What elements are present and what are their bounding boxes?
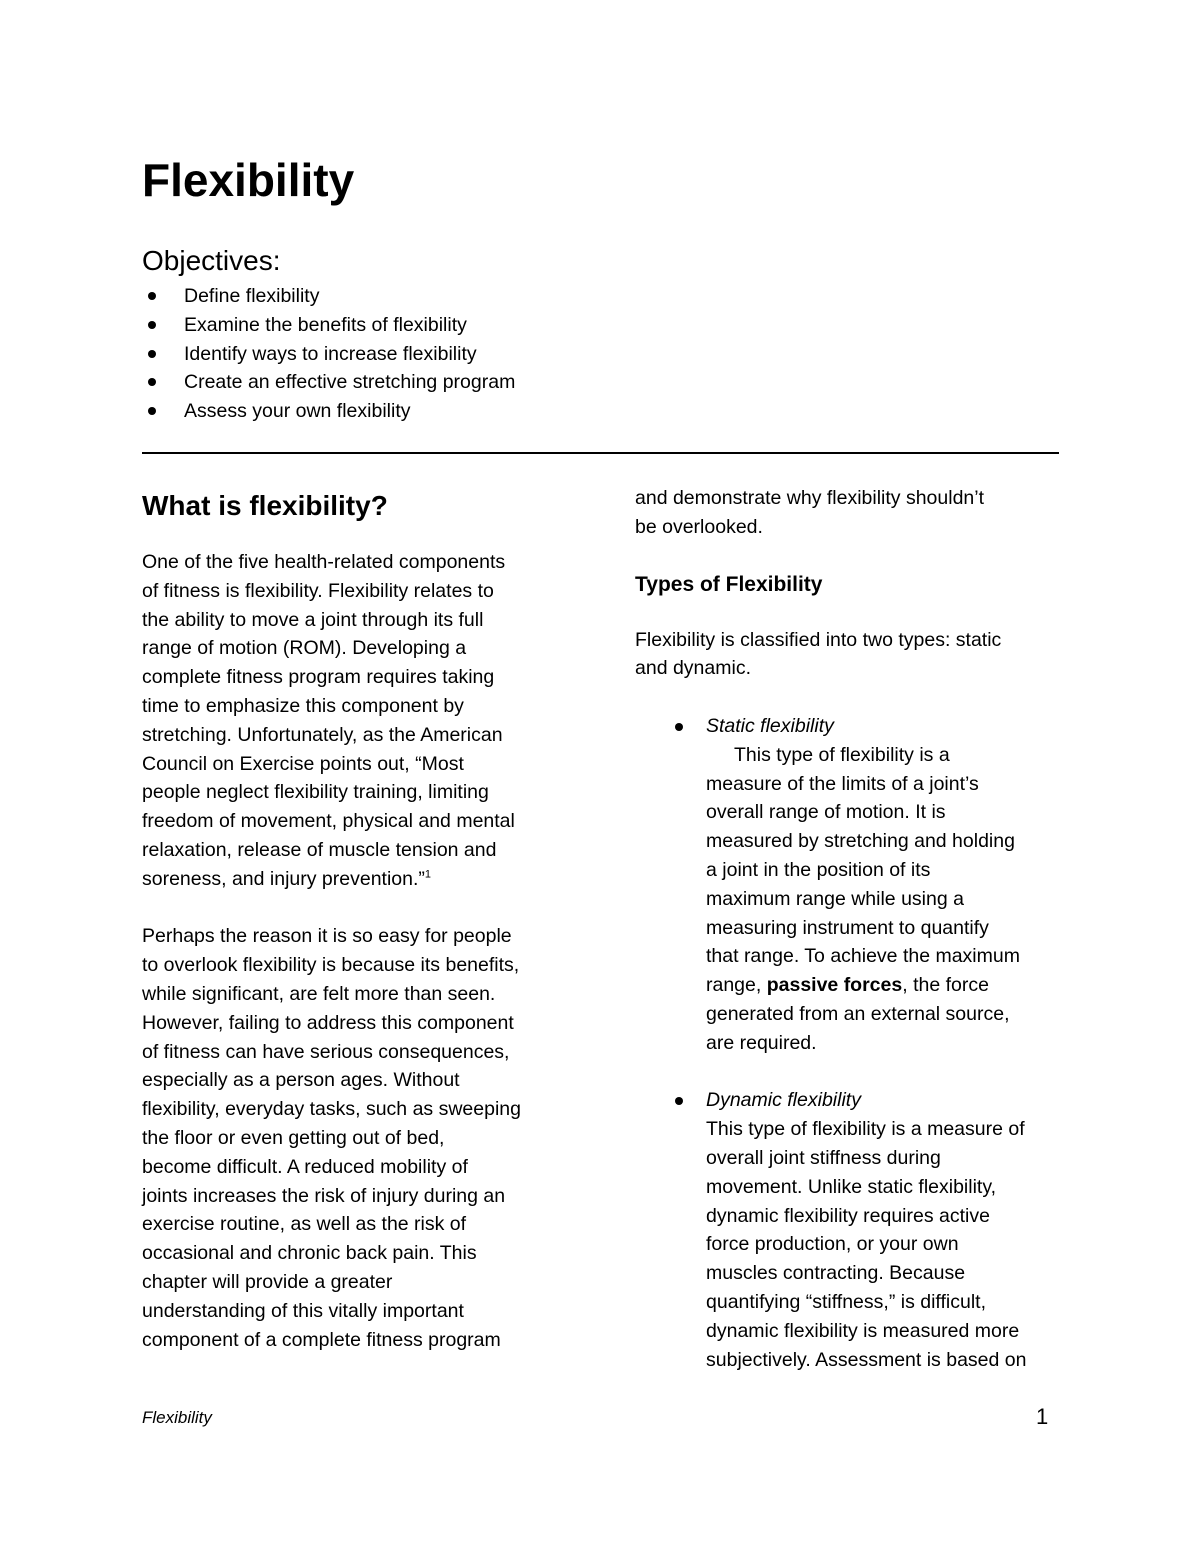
paragraph-line: measured by stretching and holding [706,830,1015,853]
paragraph-line: are required. [706,1031,817,1054]
paragraph-line: occasional and chronic back pain. This [142,1242,477,1265]
paragraph-line: maximum range while using a [706,887,964,910]
paragraph-line: especially as a person ages. Without [142,1069,460,1092]
paragraph-line: measuring instrument to quantify [706,916,989,939]
paragraph-line: movement. Unlike static flexibility, [706,1175,997,1198]
paragraph-line: range, passive forces, the force [706,974,989,997]
paragraph-line: This type of flexibility is a [734,743,950,766]
intro-paragraph [142,548,582,894]
objective-item: Assess your own flexibility [142,397,515,426]
types-intro [635,626,1075,684]
paragraph-line: exercise routine, as well as the risk of [142,1213,467,1236]
dynamic-flexibility-item [635,1086,1075,1374]
paragraph-line: a joint in the position of its [706,858,931,881]
paragraph-line: that range. To achieve the maximum [706,945,1020,968]
paragraph-line: become difficult. A reduced mobility of [142,1155,468,1178]
paragraph-line: range of motion (ROM). Developing a [142,637,467,660]
objective-item: Examine the benefits of flexibility [142,311,515,340]
right-column [635,484,1075,1374]
paragraph-line: Perhaps the reason it is so easy for people [142,925,512,948]
footnote-reference[interactable]: 1 [424,868,432,881]
bullet-icon [148,292,156,300]
paragraph-line: muscles contracting. Because [706,1262,966,1285]
footer-running-title: Flexibility [142,1408,212,1427]
paragraph-line: quantifying “stiffness,” is difficult, [706,1290,986,1313]
paragraph-line: dynamic flexibility is measured more [706,1319,1020,1342]
paragraph-line: This type of flexibility is a measure of [706,1118,1025,1141]
paragraph-line: soreness, and injury prevention.”$^1$ [142,867,432,890]
paragraph-line: and dynamic. [635,657,751,680]
paragraph-line: complete fitness program requires taking [142,666,495,689]
type-name: Static flexibility [706,714,834,737]
paragraph-line: One of the five health-related components [142,551,506,573]
objective-item: Create an effective stretching program [142,368,515,397]
bullet-icon [148,321,156,329]
bullet-icon [148,350,156,358]
passive-forces-term: passive forces [766,974,903,997]
paragraph-line: of fitness is flexibility. Flexibility relates to [142,579,494,602]
continuation-paragraph [635,484,1075,542]
paragraph-line: people neglect flexibility training, limiting [142,781,489,804]
paragraph-line: be overlooked. [635,515,763,538]
paragraph-line: generated from an external source, [706,1002,1010,1025]
objectives-heading: Objectives: [142,245,281,276]
paragraph-line: Council on Exercise points out, “Most [142,752,464,775]
paragraph-line: freedom of movement, physical and mental [142,810,515,833]
paragraph-line: dynamic flexibility requires active [706,1204,990,1227]
paragraph-line: overall range of motion. It is [706,801,946,824]
paragraph-line: the floor or even getting out of bed, [142,1126,445,1149]
paragraph-line: understanding of this vitally important [142,1299,464,1322]
paragraph-line: Flexibility is classified into two types: static [635,628,1002,651]
bullet-icon [148,378,156,386]
paragraph-line: and demonstrate why flexibility shouldn’t [635,487,985,509]
bullet-icon [675,1097,683,1105]
paragraph-line: joints increases the risk of injury during an [142,1184,506,1207]
objective-item: Identify ways to increase flexibility [142,340,515,369]
bullet-icon [675,723,683,731]
paragraph-line: chapter will provide a greater [142,1270,393,1293]
paragraph-line: force production, or your own [706,1233,959,1256]
static-definition [706,741,1075,1058]
objective-item: Define flexibility [142,282,515,311]
paragraph-line: stretching. Unfortunately, as the American [142,723,503,746]
section-title: What is flexibility? [142,490,388,521]
paragraph-line: relaxation, release of muscle tension and [142,838,497,861]
document-title: Flexibility [142,154,355,206]
paragraph-line: the ability to move a joint through its full [142,608,484,631]
paragraph-line: measure of the limits of a joint’s [706,772,979,795]
paragraph-line: subjectively. Assessment is based on [706,1348,1027,1371]
paragraph-line: flexibility, everyday tasks, such as sweeping [142,1098,521,1121]
benefits-paragraph [142,922,582,1354]
section-divider [142,452,1059,454]
types-list [635,712,1075,1374]
type-name: Dynamic flexibility [706,1089,861,1112]
dynamic-definition [706,1115,1075,1374]
paragraph-line: However, failing to address this component [142,1011,514,1034]
paragraph-line: while significant, are felt more than seen. [142,982,496,1005]
objectives-list [142,282,515,426]
paragraph-line: time to emphasize this component by [142,694,464,717]
footer-page-number: 1 [1036,1404,1049,1429]
paragraph-line: component of a complete fitness program [142,1328,501,1351]
paragraph-line: to overlook flexibility is because its benefits, [142,954,520,977]
left-column [142,486,582,1354]
bullet-icon [148,407,156,415]
paragraph-line: overall joint stiffness during [706,1146,941,1169]
paragraph-line: of fitness can have serious consequences, [142,1040,510,1063]
static-flexibility-item [635,712,1075,1058]
types-heading: Types of Flexibility [635,572,823,596]
